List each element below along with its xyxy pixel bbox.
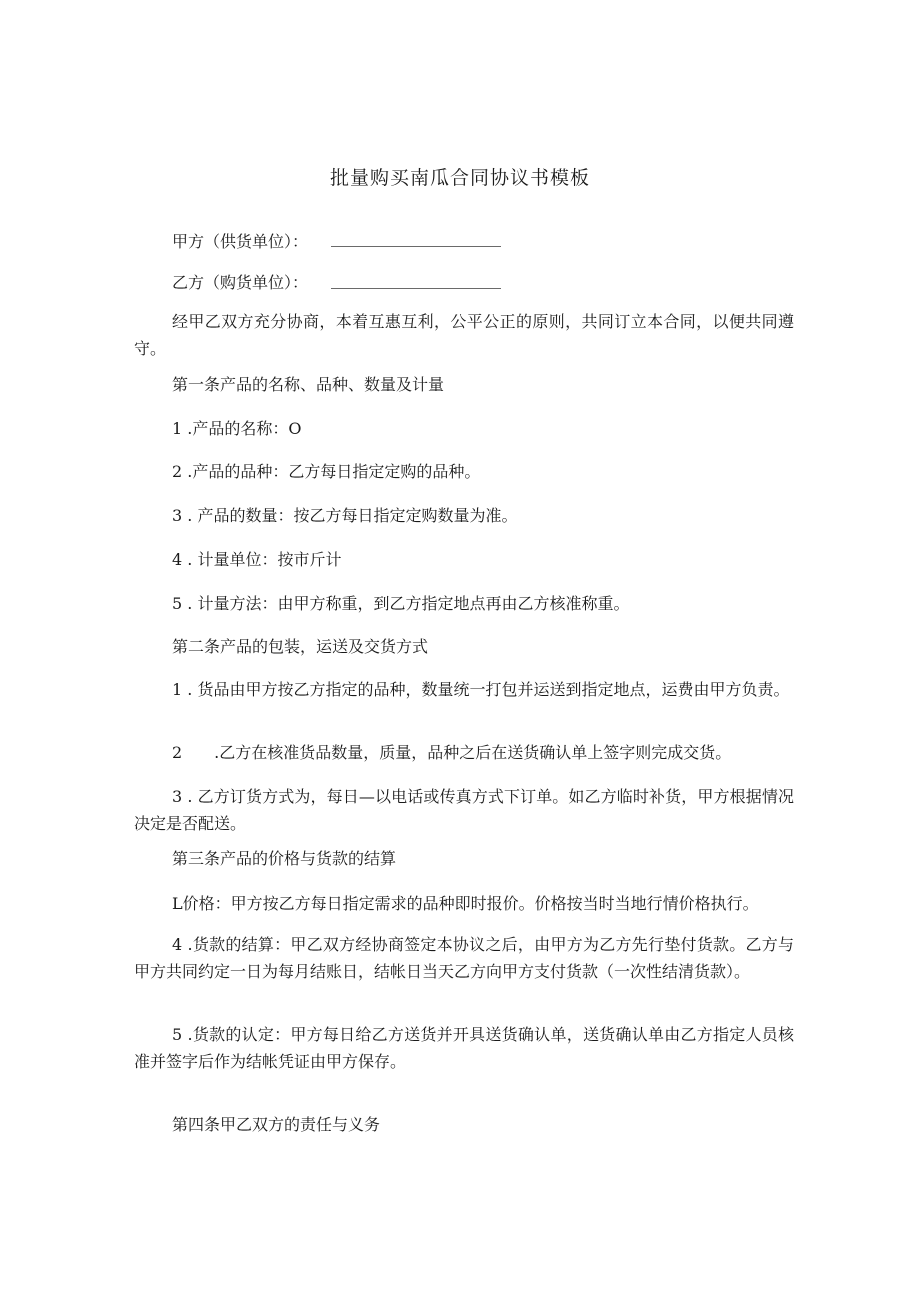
document-title: 批量购买南瓜合同协议书模板 [329,167,590,189]
article-4-heading: 第四条甲乙双方的责任与义务 [172,1115,381,1134]
party-b-label: 乙方（购货单位）： [172,273,309,292]
article-1-item-5: 5 . 计量方法：由甲方称重，到乙方指定地点再由乙方核准称重。 [172,594,630,613]
intro-paragraph: 经甲乙双方充分协商，本着互惠互利，公平公正的原则，共同订立本合同，以便共同遵守。 [134,312,794,358]
article-3-item-3: 5 .货款的认定：甲方每日给乙方送货并开具送货确认单，送货确认单由乙方指定人员核准并签字后作为结帐凭证由甲方保存。 [134,1025,794,1071]
article-1-heading: 第一条产品的名称、品种、数量及计量 [172,375,445,394]
article-2-item-1: 1 . 货品由甲方按乙方指定的品种，数量统一打包并运送到指定地点，运费由甲方负责。 [172,680,790,699]
article-1-item-1: 1 .产品的名称：O [172,419,302,438]
article-2-item-3: 3 . 乙方订货方式为，每日—以电话或传真方式下订单。如乙方临时补货，甲方根据情况决定是否配送。 [134,787,794,833]
party-a-label: 甲方（供货单位）： [172,232,309,251]
article-3-item-1: L价格：甲方按乙方每日指定需求的品种即时报价。价格按当时当地行情价格执行。 [172,894,759,913]
party-b-blank [331,288,501,289]
party-a-blank [331,246,501,247]
article-3-heading: 第三条产品的价格与货款的结算 [172,849,397,868]
article-1-item-3: 3 . 产品的数量：按乙方每日指定定购数量为准。 [172,506,518,525]
article-2-heading: 第二条产品的包装，运送及交货方式 [172,637,429,656]
article-3-item-2: 4 .货款的结算：甲乙双方经协商签定本协议之后，由甲方为乙方先行垫付货款。乙方与甲方共同约定一日为每月结账日，结帐日当天乙方向甲方支付货款（一次性结清货款）。 [134,935,794,981]
article-1-item-4: 4 . 计量单位：按市斤计 [172,550,342,569]
article-2-item-2: 2 .乙方在核准货品数量，质量，品种之后在送货确认单上签字则完成交货。 [172,743,732,762]
article-1-item-2: 2 .产品的品种：乙方每日指定定购的品种。 [172,462,481,481]
